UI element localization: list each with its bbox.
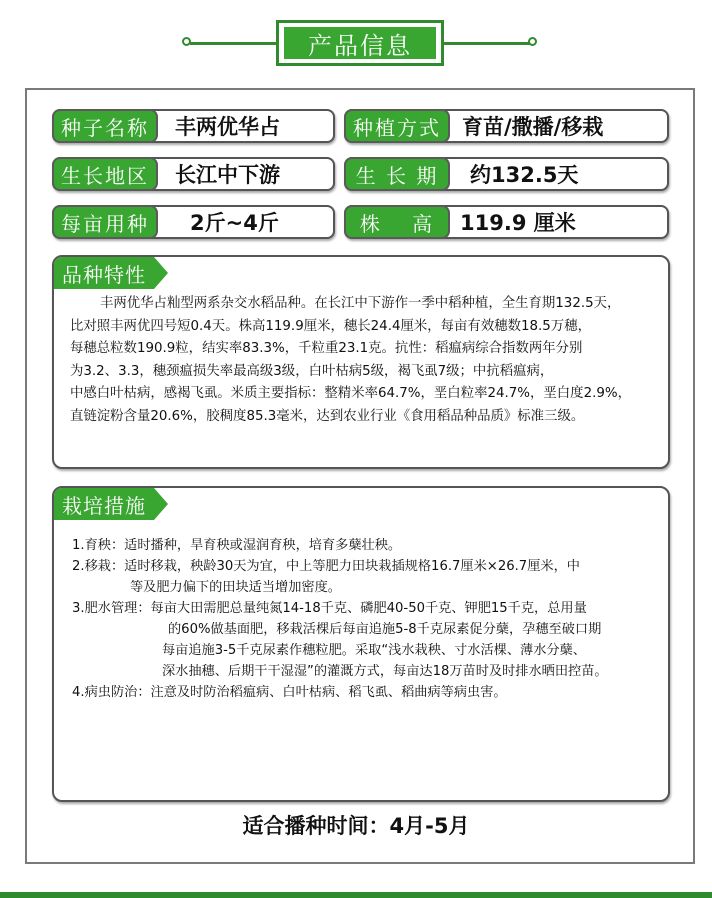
info-planting-method-label: 种植方式	[344, 109, 450, 143]
info-growth-period-value: 约132.5天	[470, 163, 579, 187]
cultivation-list	[72, 535, 608, 703]
cultivation-title: 栽培措施	[54, 488, 154, 520]
bottom-bar	[0, 892, 712, 898]
traits-paragraph	[70, 293, 631, 428]
cultivation-item-transplant-cont: 等及肥力偏下的田块适当增加密度。	[130, 580, 341, 595]
header-title-box	[276, 20, 444, 66]
cultivation-item-seedling: 1.育秧：适时播种，旱育秧或湿润育秧，培育多蘖壮秧。	[72, 538, 402, 553]
info-growth-period-label: 生 长 期	[344, 157, 450, 191]
info-seed-amount-value: 2斤~4斤	[190, 211, 279, 235]
info-region-label: 生长地区	[52, 157, 158, 191]
info-plant-height-label: 株 高	[344, 205, 450, 239]
traits-line: 直链淀粉含量20.6%，胶稠度85.3毫米，达到农业行业《食用稻品种品质》标准三级。	[70, 408, 585, 424]
cultivation-item-fertilizer-cont: 每亩追施3-5千克尿素作穗粒肥。采取“浅水栽秧、寸水活棵、薄水分蘖、	[162, 643, 586, 658]
traits-line: 为3.2、3.3，穗颈瘟损失率最高级3级，白叶枯病5级，褐飞虱7级；中抗稻瘟病，	[70, 363, 554, 379]
header-dot-left	[182, 37, 191, 46]
info-seed-amount-label: 每亩用种	[52, 205, 158, 239]
page-title: 产品信息	[284, 27, 436, 59]
traits-line: 每穗总粒数190.9粒，结实率83.3%，千粒重23.1克。抗性：稻瘟病综合指数两年分别	[70, 341, 583, 356]
sowing-time: 适合播种时间：4月-5月	[242, 814, 470, 838]
info-seed-name-label: 种子名称	[52, 109, 158, 143]
info-plant-height-value: 119.9 厘米	[460, 211, 576, 235]
traits-line: 丰两优华占籼型两系杂交水稻品种。在长江中下游作一季中稻种植，全生育期132.5天，	[100, 296, 621, 311]
cultivation-item-transplant: 2.移栽：适时移栽，秧龄30天为宜，中上等肥力田块栽插规格16.7厘米×26.7厘米，中	[72, 559, 580, 574]
cultivation-item-fertilizer-cont: 深水抽穗、后期干干湿湿”的灌溉方式，每亩达18万苗时及时排水晒田控苗。	[162, 664, 608, 679]
info-region-value: 长江中下游	[175, 163, 280, 187]
header-dot-right	[528, 37, 537, 46]
info-seed-name-value: 丰两优华占	[175, 115, 280, 139]
header-line-right	[444, 42, 530, 45]
traits-title: 品种特性	[54, 257, 154, 289]
header-line-left	[190, 42, 276, 45]
cultivation-item-fertilizer-cont: 的60%做基面肥，移栽活棵后每亩追施5-8千克尿素促分蘖，孕穗至破口期	[168, 622, 602, 637]
traits-line: 中感白叶枯病，感褐飞虱。米质主要指标：整精米率64.7%，垩白粒率24.7%，垩白度2.9%，	[70, 386, 631, 401]
cultivation-item-pest: 4.病虫防治：注意及时防治稻瘟病、白叶枯病、稻飞虱、稻曲病等病虫害。	[72, 685, 507, 700]
traits-line: 比对照丰两优四号短0.4天。株高119.9厘米，穗长24.4厘米，每亩有效穗数18.5万穗，	[70, 318, 591, 334]
info-planting-method-value: 育苗/撒播/移栽	[462, 115, 604, 139]
cultivation-item-fertilizer: 3.肥水管理：每亩大田需肥总量纯氮14-18千克、磷肥40-50千克、钾肥15千克，总用量	[72, 601, 587, 616]
